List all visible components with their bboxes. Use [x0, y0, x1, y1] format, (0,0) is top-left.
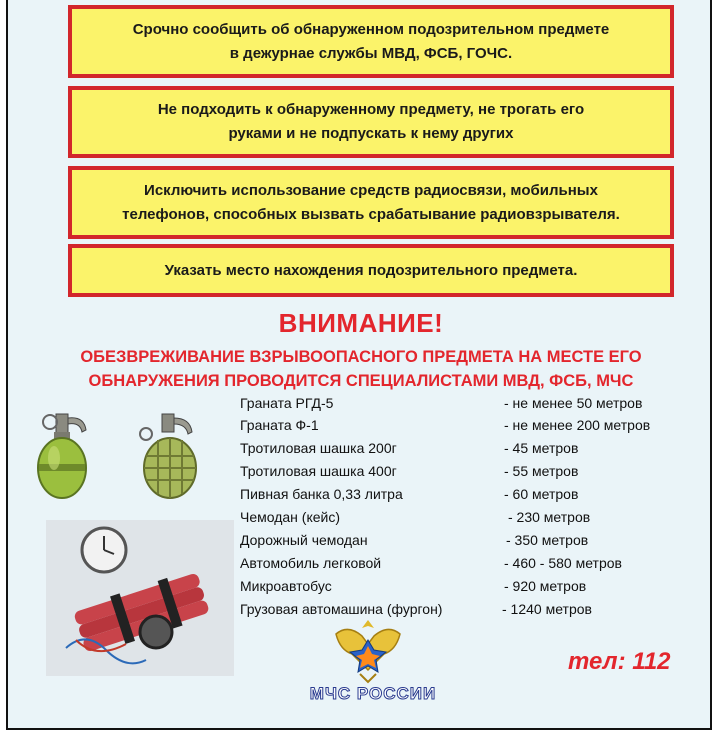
distance-item: Микроавтобус: [240, 578, 332, 594]
warning-line2: ОБНАРУЖЕНИЯ ПРОВОДИТСЯ СПЕЦИАЛИСТАМИ МВД, ФСБ, МЧС: [88, 372, 634, 390]
distance-item: Автомобиль легковой: [240, 555, 382, 571]
warning-text: [38, 345, 684, 393]
notice-report-line1: Срочно сообщить об обнаруженном подозрительном предмете: [132, 20, 610, 38]
phone-number: тел: 112: [568, 648, 671, 675]
notice-report-line2: в дежурнае службы МВД, ФСБ, ГОЧС.: [229, 44, 513, 62]
notice-no-radio: [68, 166, 674, 239]
distance-item: Чемодан (кейс): [240, 509, 341, 525]
distance-value: - 1240 метров: [502, 601, 592, 617]
distance-value: - 460 - 580 метров: [504, 555, 622, 571]
notice-do-not-touch: [68, 86, 674, 158]
distance-item: Тротиловая шашка 200г: [240, 440, 397, 456]
distance-value: - 230 метров: [508, 509, 591, 525]
grenade-f1-icon: [136, 412, 206, 502]
notice-do-not-touch-line2: руками и не подпускать к нему других: [228, 125, 514, 142]
distance-item: Тротиловая шашка 400г: [240, 463, 397, 479]
grenade-rgd5-icon: [36, 410, 98, 502]
notice-report: [68, 5, 674, 78]
distance-value: - не менее 50 метров: [504, 395, 643, 411]
distance-item: Пивная банка 0,33 литра: [240, 486, 403, 502]
notice-do-not-touch-line1: Не подходить к обнаруженному предмету, не трогать его: [157, 101, 585, 118]
distance-item: Грузовая автомашина (фургон): [240, 601, 443, 617]
distance-value: - 55 метров: [504, 463, 579, 479]
notice-location: [68, 244, 674, 297]
notice-no-radio-line2: телефонов, способных вызвать срабатывание радиовзрывателя.: [122, 205, 620, 223]
distance-item: Граната Ф-1: [240, 417, 319, 433]
warning-line1: ОБЕЗВРЕЖИВАНИЕ ВЗРЫВООПАСНОГО ПРЕДМЕТА НА МЕСТЕ ЕГО: [80, 348, 642, 366]
time-bomb-photo: [46, 520, 234, 676]
distance-value: - 350 метров: [506, 532, 589, 548]
notice-no-radio-line1: Исключить использование средств радиосвязи, мобильных: [144, 181, 598, 199]
distance-value: - 920 метров: [504, 578, 587, 594]
distance-value: - не менее 200 метров: [504, 417, 651, 433]
mchs-logo-text: МЧС РОССИИ: [309, 684, 437, 703]
distance-value: - 45 метров: [504, 440, 579, 456]
distance-value: - 60 метров: [504, 486, 579, 502]
distance-item: Граната РГД-5: [240, 395, 334, 411]
time-bomb-icon: [46, 520, 234, 676]
mchs-emblem-icon: [330, 614, 406, 684]
warning-title: ВНИМАНИЕ!: [278, 308, 444, 338]
safety-poster: [6, 0, 712, 730]
notice-location-line1: Указать место нахождения подозрительного предмета.: [164, 261, 578, 279]
distance-item: Дорожный чемодан: [240, 532, 368, 548]
